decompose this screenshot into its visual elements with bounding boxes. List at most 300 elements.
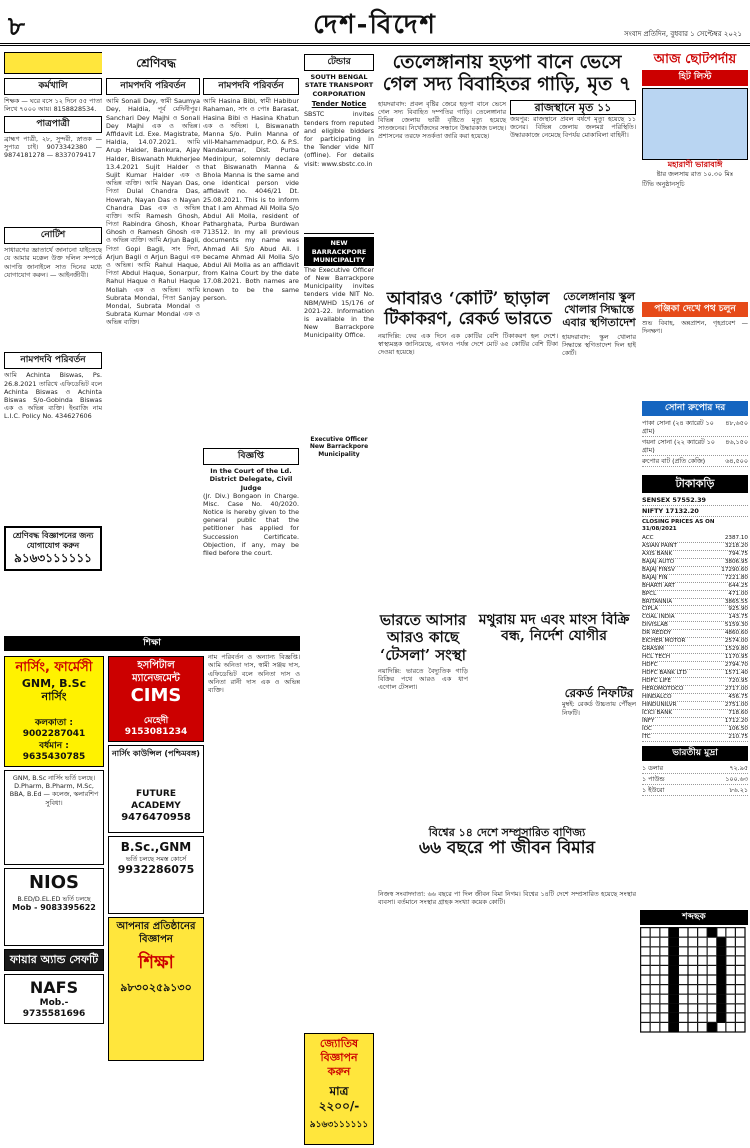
stock-row <box>642 702 748 710</box>
nios-phone: Mob - 9083395622 <box>12 902 96 912</box>
stock-value: 720.95 <box>728 678 748 685</box>
crossword-cell[interactable] <box>641 956 650 965</box>
crossword-cell[interactable] <box>717 1023 726 1032</box>
crossword-cell[interactable] <box>660 1004 669 1013</box>
crossword-cell[interactable] <box>726 956 735 965</box>
stock-name: BPCL <box>642 590 657 597</box>
stock-value: 794.75 <box>728 550 748 557</box>
fire-ad <box>4 949 104 971</box>
crossword-cell[interactable] <box>736 994 745 1003</box>
classifieds-banner-bg <box>4 52 102 74</box>
gold-title: সোনা রুপোর দর <box>642 401 748 416</box>
story-7-headline: বিশ্বের ১৪ দেশে সম্প্রসারিত বাণিজ্য <box>428 826 586 839</box>
crossword-cell[interactable] <box>660 994 669 1003</box>
crossword-cell[interactable] <box>717 1013 726 1022</box>
contact-phone: ৯১৬৩১১১১১১ <box>14 551 92 566</box>
crossword-cell[interactable] <box>679 994 688 1003</box>
tender-text-2: The Executive Officer of New Barrackpore Municipality invites tenders vide NIT No. NBM/WHD 15/176 of 2021-22. Information is available in the New Barrackpore Municipality Office. <box>304 265 374 340</box>
bsc-ad: B.Sc.,GNM ভর্তি চলছে সমস্ত কোর্সে 9932286075 <box>108 836 204 914</box>
stock-name: ICICI BANK <box>642 710 673 717</box>
crossword-cell[interactable] <box>669 975 678 984</box>
story-3-body: নয়াদিল্লি: ভারতে বৈদ্যুতিক গাড়ি বিক্রির পথে আরও এক ধাপ এগোল টেসলা। <box>378 666 468 692</box>
tender-org: SOUTH BENGAL STATE TRANSPORT CORPORATION <box>304 73 374 98</box>
crossword-cell[interactable] <box>660 928 669 937</box>
stock-name: BAJAJ FIN <box>642 574 668 581</box>
stock-value: 456.75 <box>728 694 748 701</box>
crossword-cell[interactable] <box>707 1023 716 1032</box>
classifieds-column-2 <box>106 52 200 622</box>
crossword-cell[interactable] <box>688 947 697 956</box>
crossword-cell[interactable] <box>707 1004 716 1013</box>
crossword-cell[interactable] <box>688 975 697 984</box>
stock-name: DIVISLAB <box>642 622 668 629</box>
tender-org-2: NEW BARRACKPORE MUNICIPALITY <box>304 237 374 265</box>
crossword-cell[interactable] <box>698 994 707 1003</box>
masthead <box>0 0 750 46</box>
crossword-cell[interactable] <box>726 1004 735 1013</box>
crossword-cell[interactable] <box>707 994 716 1003</box>
crossword-cell[interactable] <box>641 1004 650 1013</box>
currency-title: ভারতীয় মুদ্রা <box>642 746 748 761</box>
stock-value: 644.25 <box>728 582 748 589</box>
stock-list <box>642 535 748 743</box>
stock-value: 2387.10 <box>724 534 748 541</box>
crossword-cell[interactable] <box>650 975 659 984</box>
stock-row <box>642 686 748 694</box>
crossword-cell[interactable] <box>736 1023 745 1032</box>
crossword-cell[interactable] <box>707 937 716 946</box>
story-2-body: নয়াদিল্লি: ফের এক দিনে এক কোটির বেশি টিকাকরণ হল দেশে। স্বাস্থ্যমন্ত্রক জানিয়েছে, এখনও পর্যন্ত দেশে মোট ৬৫ কোটির বেশি টিকা দেওয়া হয়েছে। <box>378 332 558 357</box>
stock-value: 17290.60 <box>721 566 748 573</box>
crossword-cell[interactable] <box>698 928 707 937</box>
story-6-body: মুম্বই: রেকর্ড উচ্চতায় পৌঁছল নিফটি। <box>562 700 636 717</box>
stock-value: 143.75 <box>728 614 748 621</box>
crossword-cell[interactable] <box>688 928 697 937</box>
currency-value: ৭২.৯৫ <box>729 764 748 773</box>
nursing-council-title: নার্সিং কাউন্সিল (পশ্চিমবঙ্গ) <box>112 749 200 759</box>
crossword-cell[interactable] <box>669 1004 678 1013</box>
jyotish-ad <box>304 1033 374 1145</box>
crossword-cell[interactable] <box>726 1013 735 1022</box>
bsc-phone: 9932286075 <box>117 863 195 877</box>
nursing-phone-2: বর্ধমান : 9635430785 <box>22 740 86 762</box>
name-change-col-text: আমি Hasina Bibi, স্বামী Habibur Rahaman, সাং ও পোঃ Barasat, Hasina Bibi ও Hasina Khatun এক ও অভিন্ন। I, Biswanath Manna S/o. Pulin Manna of vill-Mahammadpur, P.O. & P.S. Nandakumar, Dist. Purba Medinipur, solemnly declare that Biswanath Manna & Bhola Manna is the same and one identical person vide affidavit no. 4046/21 Dt. 25.08.2021. This is to inform that I am Ahmad Ali Molla S/o Abdul Ali Molla, resident of Patharghata, Purba Burdwan 713512. In my all previous documents my name was Ahmad Ali S/o Abud Ali. I became Ahmad Ali Molla S/o Abdul Ali Molla as an affidavit from Kalna Court by the date 17.08.2021. Both names are known to be the same person. <box>203 97 299 302</box>
crossword-cell[interactable] <box>641 975 650 984</box>
crossword-cell[interactable] <box>679 985 688 994</box>
advertise-title: আপনার প্রতিষ্ঠানের বিজ্ঞাপন <box>116 921 196 945</box>
story-7-headline-2: ৬৬ বছরে পা জীবন বিমার <box>419 838 595 859</box>
crossword-cell[interactable] <box>660 985 669 994</box>
crossword-cell[interactable] <box>736 1013 745 1022</box>
crossword-grid <box>640 927 705 1033</box>
nursing-ad <box>4 656 104 767</box>
crossword-cell[interactable] <box>698 1013 707 1022</box>
stock-row <box>642 622 748 630</box>
crossword <box>640 908 748 1144</box>
crossword-cell[interactable] <box>736 947 745 956</box>
stock-name: EICHER MOTOR <box>642 638 686 645</box>
stock-value: 1170.95 <box>724 654 748 661</box>
crossword-cell[interactable] <box>679 937 688 946</box>
stock-row <box>642 567 748 575</box>
crossword-cell[interactable] <box>736 1004 745 1013</box>
story-2 <box>378 290 558 430</box>
crossword-cell[interactable] <box>679 956 688 965</box>
stock-row <box>642 535 748 543</box>
crossword-cell[interactable] <box>641 1013 650 1022</box>
crossword-cell[interactable] <box>641 966 650 975</box>
stock-value: 7221.80 <box>724 574 748 581</box>
currency-name: ১ ইউরো <box>642 786 665 795</box>
stock-row <box>642 591 748 599</box>
crossword-cell[interactable] <box>679 1023 688 1032</box>
contact-text: শ্রেণিবদ্ধ বিজ্ঞাপনের জন্য যোগাযোগ করুন <box>12 531 94 551</box>
crossword-cell[interactable] <box>688 985 697 994</box>
nafs-title: NAFS <box>29 977 79 997</box>
tender-text: SBSTC invites tenders from reputed and eligible bidders for participating in the Tender vide NIT (offline). For details visit: www.sbstc.co.in <box>304 110 374 168</box>
stock-row <box>642 726 748 734</box>
jyotish-title: জ্যোতিষ বিজ্ঞাপন করুন <box>319 1037 359 1078</box>
crossword-cell[interactable] <box>669 928 678 937</box>
hospital-brand: CIMS <box>130 685 182 707</box>
currency-name: ১ ডলার <box>642 764 664 773</box>
stock-name: IOC <box>642 726 652 733</box>
nios-ad: NIOS B.ED/D.EL.ED ভর্তি চলছে Mob - 9083395622 <box>4 868 104 946</box>
crossword-cell[interactable] <box>698 947 707 956</box>
currency-value: ৮৬.২১ <box>729 786 748 795</box>
story-1-headline: তেলেঙ্গানায় হড়পা বানে ভেসে গেল সদ্য বিবাহিতর গাড়ি, মৃত ৭ <box>382 52 632 95</box>
stock-value: 3865.55 <box>724 598 748 605</box>
crossword-cell[interactable] <box>688 956 697 965</box>
story-4-headline: মথুরায় মদ এবং মাংস বিক্রি বন্ধ, নির্দেশ যোগীর <box>478 612 630 645</box>
tv-listings: টিভি অনুষ্ঠানসূচি <box>642 179 685 188</box>
market-title: টাকাকড়ি <box>642 475 748 493</box>
crossword-cell[interactable] <box>679 966 688 975</box>
jyotish-phone: ৯১৬৩১১১১১১ <box>309 1120 369 1131</box>
crossword-cell[interactable] <box>660 956 669 965</box>
crossword-cell[interactable] <box>688 937 697 946</box>
crossword-cell[interactable] <box>717 966 726 975</box>
crossword-cell[interactable] <box>707 975 716 984</box>
almanac-text: শুভ বিবাহ, অন্নপ্রাশন, গৃহপ্রবেশ — দিনক্ষণ। <box>642 318 748 336</box>
crossword-cell[interactable] <box>717 956 726 965</box>
crossword-cell[interactable] <box>688 1023 697 1032</box>
crossword-cell[interactable] <box>669 937 678 946</box>
stock-value: 2717.00 <box>724 686 748 693</box>
stock-row <box>642 654 748 662</box>
gold-row <box>642 437 748 456</box>
misc-notices: নাম পরিবর্তন ও অন্যান্য বিজ্ঞপ্তি। আমি অনিতা দাস, স্বামী সঞ্জয় দাস, এফিডেভিট বলে অনিতা দাস ও অনিতা রানী দাস এক ও অভিন্ন ব্যক্তি। <box>208 653 300 694</box>
crossword-cell[interactable] <box>669 1023 678 1032</box>
crossword-cell[interactable] <box>650 966 659 975</box>
story-6-headline: রেকর্ড নিফটির <box>564 686 634 700</box>
crossword-cell[interactable] <box>707 947 716 956</box>
crossword-cell[interactable] <box>650 1004 659 1013</box>
crossword-cell[interactable] <box>698 956 707 965</box>
story-1-body: হায়দরাবাদ: প্রবল বৃষ্টির জেরে হড়পা বানে ভেসে গেল সদ্য বিবাহিত দম্পতির গাড়ি। তেলেঙ্গানার বিভিন্ন জেলায় ভারী বৃষ্টিতে মৃত্যু হয়েছে সাতজনের। নিখোঁজদের সন্ধানে উদ্ধারকাজ চলছে। প্রশাসনের তরফে সতর্কতা জারি করা হয়েছে। <box>378 99 506 141</box>
crossword-cell[interactable] <box>650 1013 659 1022</box>
crossword-cell[interactable] <box>650 956 659 965</box>
crossword-cell[interactable] <box>688 1004 697 1013</box>
currency-row <box>642 785 748 796</box>
story-7-body: নিজস্ব সংবাদদাতা: ৬৬ বছরে পা দিল জীবন বিমা নিগম। বিশ্বের ১৪টি দেশে সম্প্রসারিত হয়েছে সংস্থার ব্যবসা। বর্তমানে সংস্থার গ্রাহক সংখ্যা কয়েক কোটি। <box>378 890 636 907</box>
stock-name: AXIS BANK <box>642 550 673 557</box>
crossword-cell[interactable] <box>736 975 745 984</box>
crossword-cell[interactable] <box>641 937 650 946</box>
stock-name: BAJAJ FINSV <box>642 566 675 573</box>
crossword-cell[interactable] <box>679 928 688 937</box>
crossword-cell[interactable] <box>660 947 669 956</box>
crossword-cell[interactable] <box>698 985 707 994</box>
currency-row <box>642 774 748 785</box>
crossword-cell[interactable] <box>660 966 669 975</box>
crossword-cell[interactable] <box>641 994 650 1003</box>
closing-label: CLOSING PRICES AS ON 31/08/2021 <box>642 518 715 532</box>
stock-row <box>642 551 748 559</box>
story-3-headline: ভারতে আসার আরও কাছে ‘টেসলা’ সংস্থা <box>379 612 467 664</box>
stock-value: 2794.70 <box>724 662 748 669</box>
crossword-cell[interactable] <box>669 947 678 956</box>
future-academy: FUTURE ACADEMY <box>131 789 181 811</box>
crossword-cell[interactable] <box>679 1013 688 1022</box>
crossword-cell[interactable] <box>669 956 678 965</box>
story-1-subhead: রাজস্থানে মৃত ১১ <box>510 100 636 115</box>
hospital-ad <box>108 656 204 742</box>
stock-name: HEROMOTOCO <box>642 686 684 693</box>
bsc-title: B.Sc.,GNM <box>120 840 192 855</box>
crossword-cell[interactable] <box>650 994 659 1003</box>
crossword-cell[interactable] <box>660 1013 669 1022</box>
crossword-cell[interactable] <box>650 985 659 994</box>
stock-value: 210.75 <box>728 734 748 741</box>
crossword-cell[interactable] <box>679 1004 688 1013</box>
advertise-shiksha: শিক্ষা <box>138 952 174 974</box>
stock-name: DR REDDY <box>642 630 672 637</box>
crossword-cell[interactable] <box>688 1013 697 1022</box>
affidavit-court: In the Court of the Ld. District Delegate, Civil Judge <box>209 467 293 492</box>
crossword-cell[interactable] <box>726 928 735 937</box>
crossword-cell[interactable] <box>707 1013 716 1022</box>
hit-list-title: হিট লিস্ট <box>642 70 748 85</box>
crossword-cell[interactable] <box>641 928 650 937</box>
stock-name: ITC <box>642 734 651 741</box>
gold-row <box>642 456 748 467</box>
brides-text: ব্রাহ্মণ পাত্রী, ২৮, সুন্দরী, স্নাতক — সুপাত্র চাই। 9073342380 — 9874181278 — 8337079417 <box>4 134 102 160</box>
crossword-cell[interactable] <box>717 985 726 994</box>
story-5-headline: তেলেঙ্গানায় স্কুল খোলার সিদ্ধান্তে এবার স্থগিতাদেশ <box>562 290 636 330</box>
crossword-cell[interactable] <box>641 985 650 994</box>
crossword-cell[interactable] <box>717 947 726 956</box>
jyotish-price: মাত্র ২২০০/- <box>318 1084 360 1114</box>
nios-title: NIOS <box>28 872 80 893</box>
gold-list <box>642 418 748 467</box>
nursing-sub: GNM, B.Sc নার্সিং <box>21 676 87 704</box>
tender-title: টেন্ডার <box>304 54 374 71</box>
crossword-cell[interactable] <box>707 985 716 994</box>
tender-column <box>304 52 374 822</box>
crossword-cell[interactable] <box>736 928 745 937</box>
stock-name: HDFC <box>642 662 658 669</box>
stock-name: COAL INDIA <box>642 614 675 621</box>
section-name-change: নামপদবি পরিবর্তন <box>4 352 102 369</box>
name-change-text: আমি Achinta Biswas, Ps. 26.8.2021 তারিখে এফিডেভিট বলে Achinta Biswas ও Achinta Biswas S/o-Gobinda Biswas এক ও অভিন্ন ব্যক্তি। ইংরাজি নাম L.I.C. Policy No. 434627606 <box>4 371 102 421</box>
nursing-phone-1: কলকাতা : 9002287041 <box>22 718 86 740</box>
currency-row <box>642 763 748 774</box>
institute-ad: GNM, B.Sc নার্সিং ভর্তি চলছে। D.Pharm, B.Pharm, M.Sc, BBA, B.Ed — কলেজ, স্কলারশিপ সুবিধা। <box>4 770 104 865</box>
stock-row <box>642 662 748 670</box>
affidavit-column <box>203 446 299 632</box>
crossword-cell[interactable] <box>707 966 716 975</box>
stock-name: BRITANNIA <box>642 598 673 605</box>
crossword-cell[interactable] <box>650 937 659 946</box>
stock-value: 3806.95 <box>724 558 748 565</box>
crossword-cell[interactable] <box>736 985 745 994</box>
crossword-cell[interactable] <box>707 928 716 937</box>
stock-row <box>642 630 748 638</box>
crossword-cell[interactable] <box>726 966 735 975</box>
nifty: NIFTY 17132.20 <box>642 506 748 517</box>
classified-contact-box <box>4 526 102 571</box>
story-4 <box>472 612 636 682</box>
stock-name: ASIAN PAINT <box>642 542 677 549</box>
advertise-phone: ৯৮৩০২৫৯১৩০ <box>120 980 192 994</box>
stock-name: ACC <box>642 534 654 541</box>
tender-sign: Executive Officer New Barrackpore Municipality <box>309 435 369 458</box>
story-7 <box>378 826 636 886</box>
crossword-cell[interactable] <box>736 956 745 965</box>
crossword-cell[interactable] <box>736 966 745 975</box>
gold-value: ৪৮,৬৫০ <box>725 419 748 428</box>
name-change-col-title: নামপদবি পরিবর্তন <box>203 78 299 95</box>
stock-value: 1712.20 <box>724 718 748 725</box>
tv-show-name: মহারাণী ভারাবাঈ <box>667 159 723 169</box>
crossword-cell[interactable] <box>717 1004 726 1013</box>
nafs-phone: Mob.- 9735581696 <box>22 997 86 1019</box>
story-6 <box>562 686 636 786</box>
stock-value: 718.60 <box>728 710 748 717</box>
stock-value: 925.90 <box>728 606 748 613</box>
crossword-cell[interactable] <box>717 994 726 1003</box>
crossword-cell[interactable] <box>650 1023 659 1032</box>
affidavit-title: বিজ্ঞপ্তি <box>203 448 299 465</box>
crossword-cell[interactable] <box>726 1023 735 1032</box>
stock-name: BHARTI ART <box>642 582 675 589</box>
sidebar-today-title: আজ ছোটপর্দায় <box>653 52 737 67</box>
crossword-cell[interactable] <box>660 937 669 946</box>
crossword-cell[interactable] <box>688 966 697 975</box>
crossword-cell[interactable] <box>669 966 678 975</box>
crossword-cell[interactable] <box>650 947 659 956</box>
crossword-cell[interactable] <box>726 947 735 956</box>
crossword-cell[interactable] <box>669 994 678 1003</box>
name-change-text-2: আমি Sonali Dey, স্বামী Saumya Dey, Haldia, পূর্ব মেদিনীপুর। Sanchari Dey Majhi ও Sonali Dey Majhi এক ও অভিন্ন। Affidavit Ld. Exe. Magistrate, Haldia, 14.07.2021. আমি Arup Halder, Bankura, Ajay Halder, Biswanath Mukherjee 13.4.2021 Sujit Halder ও Sujit Kumar Halder এক ও অভিন্ন ব্যক্তি। আমি Nayan Das, পিতা Dulal Chandra Das, Howrah, Nayan Das ও Nayan Chandra Das এক ও অভিন্ন ব্যক্তি। আমি Ramesh Ghosh, পিতা Rabindra Ghosh, Khoar Ghosh ও Ramesh Ghosh এক ও অভিন্ন ব্যক্তি। আমি Arjun Bagli, পিতা Gopi Bagli, সাং দিঘা, Arjun Bagli ও Arjun Bagui এক ও অভিন্ন। আমি Rahul Haque, পিতা Abdul Haque, Sonarpur, Rahul Haque ও Rahul Haque Mollah এক ও অভিন্ন। আমি Subrata Mondal, পিতা Sanjay Mondal, Subrata Mondal ও Subrata Kumar Mondal এক ও অভিন্ন ব্যক্তি। <box>106 97 200 327</box>
stock-row <box>642 543 748 551</box>
gold-row <box>642 418 748 437</box>
crossword-cell[interactable] <box>641 947 650 956</box>
date-line: সংবাদ প্রতিদিন, বুধবার ১ সেপ্টেম্বর ২০২১ <box>624 30 742 38</box>
currency-value: ১০০.৬৩ <box>725 775 748 784</box>
crossword-cell[interactable] <box>726 937 735 946</box>
stock-row <box>642 606 748 614</box>
education-banner: শিক্ষা <box>4 636 300 651</box>
jobs-text: শিক্ষক — ঘরে বসে ১২ দিনে ৫৫ পাতা লিখে ৭০০০ আয়। 8158828534. <box>4 97 102 114</box>
crossword-title: শব্দছক <box>640 910 748 925</box>
story-2-headline: আবারও ‘কোটি’ ছাড়াল টিকাকরণ, রেকর্ড ভারতে <box>384 290 552 329</box>
story-3 <box>378 612 468 812</box>
stock-row <box>642 575 748 583</box>
currency-name: ১ পাউন্ড <box>642 775 665 784</box>
crossword-cell[interactable] <box>698 1004 707 1013</box>
crossword-cell[interactable] <box>736 937 745 946</box>
crossword-cell[interactable] <box>698 975 707 984</box>
stock-value: 1529.80 <box>724 646 748 653</box>
crossword-cell[interactable] <box>660 1023 669 1032</box>
future-phone: 9476470958 <box>121 811 191 823</box>
crossword-cell[interactable] <box>698 966 707 975</box>
crossword-cell[interactable] <box>698 937 707 946</box>
gold-name: পাকা সোনা (২৪ ক্যারেট ১০ গ্রাম) <box>642 419 714 436</box>
gold-name: রুপোর বাট (প্রতি কেজি) <box>642 457 706 466</box>
nursing-council-ad <box>108 745 204 833</box>
stock-name: HINDALCO <box>642 694 672 701</box>
crossword-cell[interactable] <box>717 937 726 946</box>
crossword-cell[interactable] <box>698 1023 707 1032</box>
crossword-cell[interactable] <box>726 994 735 1003</box>
stock-value: 1571.40 <box>724 670 748 677</box>
story-5 <box>562 290 636 440</box>
crossword-cell[interactable] <box>679 947 688 956</box>
classifieds-banner: শ্রেণিবদ্ধ <box>136 56 176 70</box>
stock-row <box>642 670 748 678</box>
stock-row <box>642 599 748 607</box>
crossword-cell[interactable] <box>707 956 716 965</box>
stock-value: 2574.00 <box>724 638 748 645</box>
crossword-cell[interactable] <box>726 985 735 994</box>
stock-name: HDFC BANK LTD <box>642 670 687 677</box>
crossword-cell[interactable] <box>669 1013 678 1022</box>
stock-name: HDFC LIFE <box>642 678 671 685</box>
crossword-cell[interactable] <box>669 985 678 994</box>
gold-value: ৬৪,৫০০ <box>725 457 748 466</box>
crossword-cell[interactable] <box>726 975 735 984</box>
hospital-title: হসপিটাল ম্যানেজমেন্ট <box>132 660 180 684</box>
nafs-ad <box>4 974 104 1025</box>
fire-title: ফায়ার অ্যান্ড সেফটি <box>9 953 99 966</box>
tender-notice: Tender Notice <box>311 99 367 108</box>
stock-value: 3218.20 <box>724 542 748 549</box>
section-brides: পাত্রপাত্রী <box>4 116 102 133</box>
currency-list <box>642 763 748 796</box>
crossword-cell[interactable] <box>717 928 726 937</box>
story-5-body: হায়দরাবাদ: স্কুল খোলার সিদ্ধান্তে স্থগিতাদেশ দিল হাই কোর্ট। <box>562 332 636 357</box>
crossword-cell[interactable] <box>679 975 688 984</box>
hospital-phone: মেহেদী 9153081234 <box>124 715 188 737</box>
notice-text: সাধারণের জ্ঞাতার্থে জানানো যাইতেছে যে আমার মক্কেল উক্ত দলিল সম্পর্কে আপত্তি জানাইলে সাত দিনের মধ্যে যোগাযোগ করুন। — আইনজীবী। <box>4 246 102 279</box>
crossword-cell[interactable] <box>650 928 659 937</box>
crossword-cell[interactable] <box>660 975 669 984</box>
stock-row <box>642 646 748 654</box>
story-1 <box>378 52 636 284</box>
stock-value: 471.00 <box>728 590 748 597</box>
stock-row <box>642 710 748 718</box>
crossword-cell[interactable] <box>717 975 726 984</box>
story-1-body-2: জয়পুর: রাজস্থানে প্রবল বর্ষণে মৃত্যু হয়েছে ১১ জনের। বিভিন্ন জেলায় জলমগ্ন পরিস্থিতি। উদ্ধারকাজে নেমেছে বিপর্যয় মোকাবিলা বাহিনী। <box>510 114 636 140</box>
stock-row <box>642 694 748 702</box>
crossword-cell[interactable] <box>641 1023 650 1032</box>
page-title: দেশ-বিদেশ <box>313 10 437 40</box>
tv-show-image <box>642 88 748 160</box>
crossword-cell[interactable] <box>688 994 697 1003</box>
